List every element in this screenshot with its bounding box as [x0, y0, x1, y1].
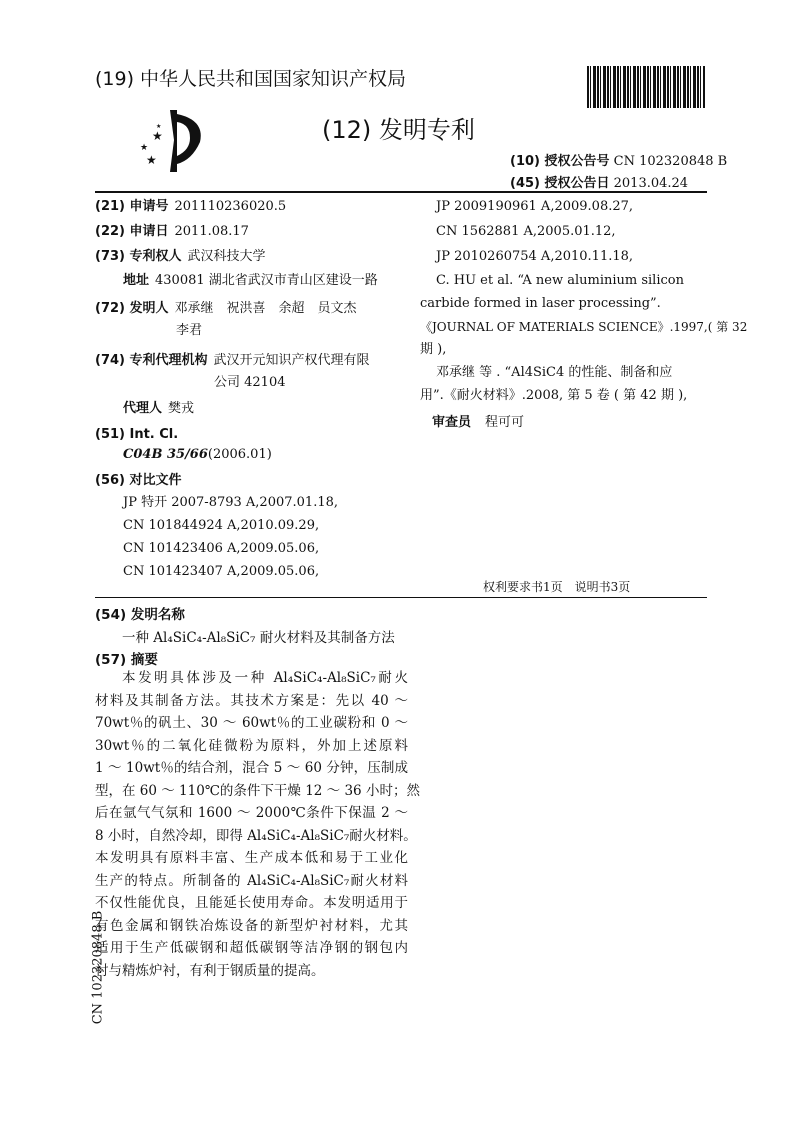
reference-article: C. HU et al. “A new aluminium silicon — [436, 273, 684, 288]
abstract-line: 适用于生产低碳钢和超低碳钢等洁净钢的钢包内 — [95, 940, 408, 956]
pub-date: 2013.04.24 — [613, 176, 689, 191]
reference-item: CN 1562881 A,2005.01.12, — [436, 224, 616, 239]
abstract-line: 8 小时，自然冷却，即得 Al₄SiC₄-Al₈SiC₇耐火材料。 — [95, 827, 417, 844]
agent: 樊戎 — [168, 401, 195, 416]
examiner-label: 审查员 — [432, 415, 472, 430]
inventors-label: (72) 发明人 — [95, 301, 169, 316]
abstract-line: 型，在 60 ～ 110℃的条件下干燥 12 ～ 36 小时；然 — [95, 782, 420, 799]
pub-no: CN 102320848 B — [613, 154, 728, 169]
abstract-line: 本发明具有原料丰富、生产成本低和易于工业化 — [95, 850, 408, 866]
agency: 武汉开元知识产权代理有限 — [213, 353, 370, 368]
reference-item: JP 2009190961 A,2009.08.27, — [436, 199, 634, 214]
intcl-code: C04B 35/66 — [123, 447, 208, 462]
reference-article-cn: 用”.《耐火材料》.2008, 第 5 卷 ( 第 42 期 ), — [420, 388, 688, 403]
app-date-label: (22) 申请日 — [95, 224, 169, 239]
agency-cont: 公司 42104 — [214, 375, 286, 390]
inventors-cont: 李君 — [176, 323, 203, 338]
abstract-label: (57) 摘要 — [95, 652, 158, 668]
intcl-version: (2006.01) — [207, 447, 272, 462]
examiner: 程可可 — [485, 415, 525, 430]
cnipa-logo-icon — [130, 110, 205, 175]
page-count: 权利要求书1页 说明书3页 — [483, 580, 631, 594]
abstract-line: 材料及其制备方法。其技术方案是：先以 40 ～ — [95, 692, 408, 709]
section-divider — [95, 597, 707, 598]
abstract-line: 有色金属和钢铁冶炼设备的新型炉衬材料，尤其 — [95, 917, 408, 934]
agency-label: (74) 专利代理机构 — [95, 353, 208, 368]
reference-article: 期 ), — [420, 342, 447, 357]
document-type: (12) 发明专利 — [322, 116, 475, 144]
header-divider — [95, 191, 707, 193]
abstract-line: 1 ～ 10wt％的结合剂，混合 5 ～ 60 分钟，压制成 — [95, 760, 408, 776]
title-label: (54) 发明名称 — [95, 607, 185, 623]
invention-title: 一种 Al₄SiC₄-Al₈SiC₇ 耐火材料及其制备方法 — [122, 630, 395, 646]
reference-item: JP 2010260754 A,2010.11.18, — [436, 249, 634, 264]
intcl-label: (51) Int. Cl. — [95, 427, 179, 442]
patentee-label: (73) 专利权人 — [95, 249, 182, 264]
side-publication-number: CN 102320848 B — [90, 910, 106, 1025]
abstract-line: 不仅性能优良，且能延长使用寿命。本发明适用于 — [95, 895, 408, 911]
svg-text:★: ★ — [140, 143, 149, 153]
reference-item: CN 101423407 A,2009.05.06, — [123, 564, 320, 579]
address: 430081 湖北省武汉市青山区建设一路 — [155, 273, 378, 288]
abstract-line: 30wt％的二氧化硅微粉为原料，外加上述原料 — [95, 737, 408, 754]
abstract-line: 本发明具体涉及一种 Al₄SiC₄-Al₈SiC₇耐火 — [122, 670, 408, 686]
references-label: (56) 对比文件 — [95, 473, 182, 488]
office-name: (19) 中华人民共和国国家知识产权局 — [95, 68, 407, 90]
app-date: 2011.08.17 — [174, 224, 249, 239]
app-no-label: (21) 申请号 — [95, 199, 169, 214]
reference-item: CN 101844924 A,2010.09.29, — [123, 518, 320, 533]
abstract-line: 衬与精炼炉衬，有利于钢质量的提高。 — [95, 962, 325, 979]
abstract-line: 后在氩气气氛和 1600 ～ 2000℃条件下保温 2 ～ — [95, 805, 408, 821]
inventors: 邓承继 祝洪喜 余超 员文杰 — [174, 301, 357, 316]
reference-article: carbide formed in laser processing”. — [420, 296, 661, 311]
abstract-line: 70wt％的矾土、30 ～ 60wt％的工业碳粉和 0 ～ — [95, 715, 408, 731]
reference-item: CN 101423406 A,2009.05.06, — [123, 541, 320, 556]
agent-label: 代理人 — [123, 401, 163, 416]
reference-article-cn: 邓承继 等 . “Al4SiC4 的性能、制备和应 — [436, 365, 673, 380]
pub-date-label: (45) 授权公告日 — [510, 176, 610, 191]
abstract-text — [95, 667, 420, 982]
address-label: 地址 — [123, 273, 150, 288]
patentee: 武汉科技大学 — [187, 249, 266, 264]
svg-text:★: ★ — [152, 129, 163, 143]
pub-no-label: (10) 授权公告号 — [510, 154, 610, 169]
reference-item: JP 特开 2007-8793 A,2007.01.18, — [123, 495, 339, 510]
svg-text:★: ★ — [146, 153, 157, 167]
abstract-line: 生产的特点。所制备的 Al₄SiC₄-Al₈SiC₇耐火材料 — [95, 872, 408, 889]
svg-text:★: ★ — [156, 123, 162, 130]
reference-article: 《JOURNAL OF MATERIALS SCIENCE》.1997,( 第 32 — [420, 320, 748, 334]
barcode — [587, 66, 705, 108]
app-no: 201110236020.5 — [174, 199, 287, 214]
